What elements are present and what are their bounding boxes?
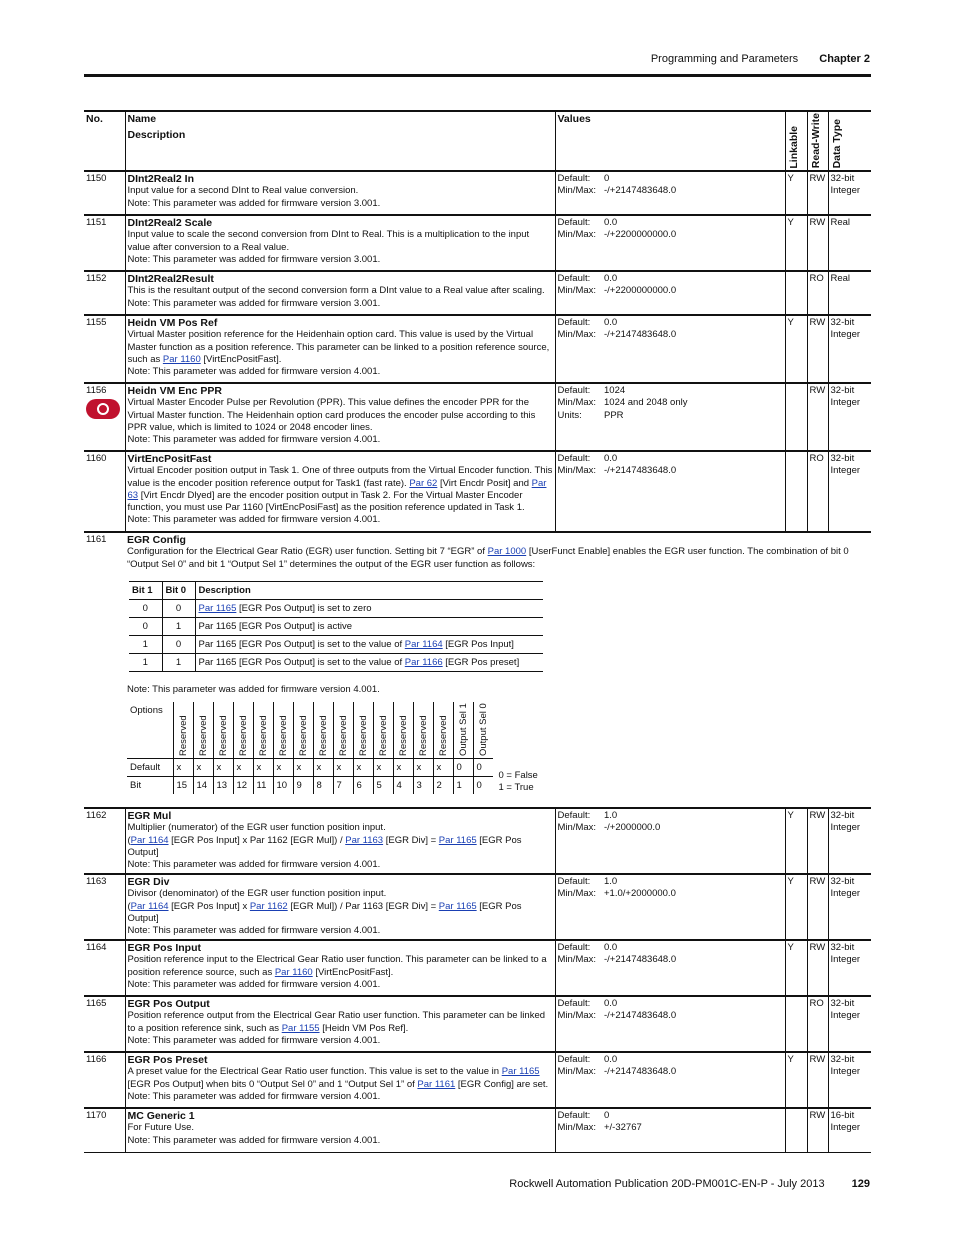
value-values: 0 -/+2147483648.0 [604, 173, 677, 197]
linkable: Y [785, 940, 807, 996]
header-chapter: Chapter 2 [819, 53, 870, 65]
table-row [84, 940, 871, 996]
linkable: Y [785, 874, 807, 940]
param-number: 1170 [86, 1110, 107, 1122]
value-labels: Default: Min/Max: [555, 315, 602, 383]
bit-default: x [213, 759, 233, 777]
bit-name: Reserved [213, 702, 233, 759]
data-type: Real [828, 215, 871, 271]
bit-number: 3 [413, 777, 433, 795]
value-labels: Default: Min/Max: [555, 271, 602, 315]
publication-id: Rockwell Automation Publication 20D-PM001C-EN-P - July 2013 [509, 1178, 825, 1190]
linkable [785, 271, 807, 315]
value-labels: Default: Min/Max: [555, 215, 602, 271]
parameter-table [84, 110, 871, 1153]
read-write: RW [807, 940, 828, 996]
param-number: 1150 [86, 173, 107, 185]
par-link[interactable]: Par 1166 [404, 656, 443, 668]
bit-label: Bit [130, 780, 142, 792]
bit-name: Reserved [373, 702, 393, 759]
par-link[interactable]: Par 63 [127, 477, 547, 501]
bit-name: Reserved [293, 702, 313, 759]
linkable [785, 996, 807, 1052]
bit-default: x [293, 759, 313, 777]
bit-number: 14 [193, 777, 213, 795]
value-labels: Default: Min/Max: [555, 996, 602, 1052]
param-number: 1163 [86, 876, 107, 888]
value-labels: Default: Min/Max: [555, 874, 602, 940]
bit-name: Reserved [173, 702, 193, 759]
value-labels: Default: Min/Max: [555, 1052, 602, 1108]
table-header-row [84, 111, 871, 171]
value-values: 0 +/-32767 [604, 1110, 642, 1134]
par-link[interactable]: Par 1165 [198, 602, 237, 614]
bit-default: x [393, 759, 413, 777]
bit-name: Reserved [273, 702, 293, 759]
param-number: 1164 [86, 942, 107, 954]
param-description: VirtEncPositFast Virtual Encoder position output in Task 1. One of three outputs from the Virtual Encoder function. This value is the encoder position reference output for Task1 (fast rate). Par 62 [Virt Encdr Posit] and Par 63 [Virt Encdr Dlyed] are the encoder position output in Task 2. For the Virtual Master Encoder function, you must use Par 1160 [VirtEncPosiFast] as the position reference updated in Task 1. Note: This parameter was added for firmware version 4.001. [125, 451, 555, 532]
bit-number: 2 [433, 777, 453, 795]
bit-default: x [313, 759, 333, 777]
read-write: RO [807, 451, 828, 532]
options-label: Options [127, 702, 173, 759]
read-write: RW [807, 874, 828, 940]
bit-number: 5 [373, 777, 393, 795]
value-values: 1.0 -/+2000000.0 [604, 810, 661, 834]
bit-default: x [333, 759, 353, 777]
data-type: 32-bit Integer [828, 874, 871, 940]
bit-name: Reserved [333, 702, 353, 759]
table-row [84, 315, 871, 383]
par-link[interactable]: Par 1000 [487, 546, 527, 558]
table-row [84, 171, 871, 215]
sub-col-description: Description [195, 581, 543, 599]
linkable: Y [785, 215, 807, 271]
param-number: 1152 [86, 273, 107, 285]
options-bitfield [127, 696, 870, 794]
read-write: RO [807, 271, 828, 315]
header-section: Programming and Parameters [650, 53, 799, 65]
value-values: 0.0 -/+2147483648.0 [604, 317, 677, 341]
param-description: EGR Pos Output Position reference output from the Electrical Gear Ratio user function. This parameter can be linked to a position reference sink, such as Par 1155 [Heidn VM Pos Ref]. Note: This parameter was added for firmware version 4.001. [125, 996, 555, 1052]
read-write: RW [807, 171, 828, 215]
data-type: 32-bit Integer [828, 315, 871, 383]
param-description: EGR Mul Multiplier (numerator) of the EGR user function position input. (Par 1164 [EGR Pos Input] x Par 1162 [EGR Mul]) / Par 1163 [EGR Div] = Par 1165 [EGR Pos Output] Note: This parameter was added for firmware version 4.001. [125, 808, 555, 874]
param-number: 1166 [86, 1054, 107, 1066]
linkable: Y [785, 808, 807, 874]
bit-name: Reserved [413, 702, 433, 759]
bit-number: 13 [213, 777, 233, 795]
param-number: 1165 [86, 998, 107, 1010]
bit-name: Reserved [253, 702, 273, 759]
bit-name: Reserved [433, 702, 453, 759]
table-row [84, 1108, 871, 1152]
bit-default: x [413, 759, 433, 777]
bit-default: x [273, 759, 293, 777]
value-labels: Default: Min/Max: [555, 451, 602, 532]
data-type: 32-bit Integer [828, 808, 871, 874]
par-link[interactable]: Par 62 [409, 477, 438, 489]
col-linkable: Linkable [785, 111, 807, 171]
col-read-write: Read-Write [807, 111, 828, 171]
bit-default: x [193, 759, 213, 777]
table-row: 1 0 Par 1165 [EGR Pos Output] is set to the value of Par 1164 [EGR Pos Input] [129, 635, 543, 653]
value-values: 0.0 -/+2147483648.0 [604, 942, 677, 966]
bit-number: 0 [473, 777, 493, 795]
value-labels: Default: Min/Max: Units: [555, 383, 602, 451]
bit-number: 8 [313, 777, 333, 795]
data-type: 32-bit Integer [828, 451, 871, 532]
table-row [84, 451, 871, 532]
bit-default: x [173, 759, 193, 777]
value-values: 0.0 -/+2200000000.0 [604, 273, 677, 297]
value-values: 0.0 -/+2147483648.0 [604, 1054, 677, 1078]
data-type: 16-bit Integer [828, 1108, 871, 1152]
data-type: Real [828, 271, 871, 315]
data-type: 32-bit Integer [828, 171, 871, 215]
value-labels: Default: Min/Max: [555, 1108, 602, 1152]
read-write: RW [807, 1052, 828, 1108]
par-link[interactable]: Par 1155 [281, 1022, 320, 1034]
read-write: RW [807, 383, 828, 451]
bit-name: Reserved [353, 702, 373, 759]
par-link[interactable]: Par 1164 [130, 834, 169, 846]
param-description: DInt2Real2 Scale Input value to scale the second conversion from DInt to Real. This is a multiplication to the input value after conversion to a Real value. Note: This parameter was added for firmware version 3.001. [125, 215, 555, 271]
col-name: Name Description [125, 111, 555, 171]
data-type: 32-bit Integer [828, 940, 871, 996]
param-description: DInt2Real2 In Input value for a second DInt to Real value conversion. Note: This parameter was added for firmware version 3.001. [125, 171, 555, 215]
table-row [84, 383, 871, 451]
read-write: RW [807, 808, 828, 874]
table-row [84, 874, 871, 940]
bit-name: Reserved [393, 702, 413, 759]
param-number: 1162 [86, 810, 107, 822]
data-type: 32-bit Integer [828, 996, 871, 1052]
value-values: 1.0 +1.0/+2000000.0 [604, 876, 676, 900]
read-write: RO [807, 996, 828, 1052]
col-data-type: Data Type [828, 111, 871, 171]
par-link[interactable]: Par 1162 [249, 900, 288, 912]
bit-default: x [373, 759, 393, 777]
table-row [84, 996, 871, 1052]
bit-number: 6 [353, 777, 373, 795]
param-description: EGR Div Divisor (denominator) of the EGR user function position input. (Par 1164 [EGR Pos Input] x Par 1162 [EGR Mul]) / Par 1163 [EGR Div] = Par 1165 [EGR Pos Output] Note: This parameter was added for firmware version 4.001. [125, 874, 555, 940]
page-footer [509, 1178, 870, 1190]
bit-number: 1 [453, 777, 473, 795]
bit-default: 0 [473, 759, 493, 777]
par-link[interactable]: Par 1165 [501, 1066, 540, 1078]
bit-number: 11 [253, 777, 273, 795]
bit-number: 4 [393, 777, 413, 795]
bit-number: 12 [233, 777, 253, 795]
value-values: 0.0 -/+2147483648.0 [604, 453, 677, 477]
read-write: RW [807, 215, 828, 271]
bit-default: x [433, 759, 453, 777]
linkable [785, 1108, 807, 1152]
value-labels: Default: Min/Max: [555, 940, 602, 996]
bit-name: Reserved [193, 702, 213, 759]
table-row [84, 532, 871, 808]
bit-number: 15 [173, 777, 193, 795]
bit-default: x [233, 759, 253, 777]
page-header [651, 53, 870, 65]
param-description: MC Generic 1 For Future Use. Note: This parameter was added for firmware version 4.001. [125, 1108, 555, 1152]
page-number: 129 [851, 1178, 870, 1190]
data-type: 32-bit Integer [828, 383, 871, 451]
par-link[interactable]: Par 1165 [438, 900, 477, 912]
par-link[interactable]: Par 1163 [345, 834, 384, 846]
table-row: 0 1 Par 1165 [EGR Pos Output] is active [129, 617, 543, 635]
bit-number: 10 [273, 777, 293, 795]
par-link[interactable]: Par 1160 [274, 966, 313, 978]
linkable [785, 383, 807, 451]
egr-output-table [129, 581, 543, 672]
value-values: 1024 1024 and 2048 only PPR [604, 385, 688, 421]
par-link[interactable]: Par 1161 [417, 1078, 456, 1090]
param-description: Heidn VM Enc PPR Virtual Master Encoder Pulse per Revolution (PPR). This value defines the encoder PPR for the Virtual Master function. The Heidenhain option card produces the encoder pulse according to this PPR value, which is limited to 1024 or 2048 encoder lines. Note: This parameter was added for firmware version 4.001. [125, 383, 555, 451]
linkable: Y [785, 171, 807, 215]
bit-number: 9 [293, 777, 313, 795]
par-link[interactable]: Par 1164 [130, 900, 169, 912]
table-row: 1 1 Par 1165 [EGR Pos Output] is set to the value of Par 1166 [EGR Pos preset] [129, 653, 543, 671]
bit-name: Reserved [313, 702, 333, 759]
bit-legend: 0 = False 1 = True [498, 770, 538, 794]
linkable: Y [785, 1052, 807, 1108]
param-description: EGR Pos Input Position reference input to the Electrical Gear Ratio user function. This parameter can be linked to a position reference source, such as Par 1160 [VirtEncPositFast]. Note: This parameter was added for firmware version 4.001. [125, 940, 555, 996]
table-row: 0 0 Par 1165 [EGR Pos Output] is set to zero [129, 599, 543, 617]
param-number: 1151 [86, 217, 107, 229]
param-description: EGR Config Configuration for the Electrical Gear Ratio (EGR) user function. Setting bit 7 “EGR” of Par 1000 [UserFunct Enable] enables the EGR user function. The combination of bit 0 “Output Sel 0” and bit 1 “Output Sel 1” determines the output of the EGR user function as follows: Bit 1 Bit 0 Description 0 0 Par 1165 [EGR Pos Output] is set to zero 0 1 Par 1165 [EGR Pos Output] is active 1 0 Par 1165 [EGR Pos Output] is set to the value of Par 1164 [EGR Pos Input] 1 1 Par 1165 [EGR Pos Output] is set to the value of Par 1166 [EGR Pos preset] Note: This parameter was added for firmware version 4.001. Options Reserved Reserved Reserved Reserved Reserved Reserved Reserved Reserved Reserved Reserved Reserved Reserved Reserved Reserved Output Sel 1 Output Sel 0 Default x x x x x x x x x x x x x x 0 0 Bit 15 14 13 12 11 10 9 8 7 6 5 4 3 2 1 0 0 = False 1 = True [125, 532, 871, 808]
default-label: Default [127, 759, 173, 777]
value-labels: Default: Min/Max: [555, 171, 602, 215]
bit-name: Output Sel 1 [453, 702, 473, 759]
param-number: 1156 [84, 383, 125, 451]
table-row [84, 215, 871, 271]
table-row [84, 1052, 871, 1108]
param-number: 1160 [86, 453, 107, 465]
value-values: 0.0 -/+2147483648.0 [604, 998, 677, 1022]
header-rule [84, 74, 871, 77]
table-row [84, 271, 871, 315]
param-number: 1155 [86, 317, 107, 329]
value-labels: Default: Min/Max: [555, 808, 602, 874]
param-description: EGR Pos Preset A preset value for the Electrical Gear Ratio user function. This value is set to the value in Par 1165 [EGR Pos Output] when bits 0 “Output Sel 0” and 1 “Output Sel 1” of Par 1161 [EGR Config] are set. Note: This parameter was added for firmware version 4.001. [125, 1052, 555, 1108]
param-number: 1161 [86, 534, 107, 546]
bit-default: 0 [453, 759, 473, 777]
data-type: 32-bit Integer [828, 1052, 871, 1108]
bit-name: Reserved [233, 702, 253, 759]
param-description: DInt2Real2Result This is the resultant output of the second conversion form a DInt value to a Real value after scaling. Note: This parameter was added for firmware version 3.001. [125, 271, 555, 315]
read-write: RW [807, 1108, 828, 1152]
bit-name: Output Sel 0 [473, 702, 493, 759]
value-values: 0.0 -/+2200000000.0 [604, 217, 677, 241]
col-no: No. [86, 113, 103, 125]
bit-number: 7 [333, 777, 353, 795]
linkable: Y [785, 315, 807, 383]
sub-col-bit1: Bit 1 [129, 581, 162, 599]
param-description: Heidn VM Pos Ref Virtual Master position reference for the Heidenhain option card. This value is used by the Virtual Master function as a position reference. This parameter can be linked to a position reference source, such as Par 1160 [VirtEncPositFast]. Note: This parameter was added for firmware version 4.001. [125, 315, 555, 383]
stop-drive-icon [86, 399, 120, 419]
par-link[interactable]: Par 1165 [438, 834, 477, 846]
bit-default: x [253, 759, 273, 777]
sub-col-bit0: Bit 0 [162, 581, 195, 599]
bit-default: x [353, 759, 373, 777]
par-link[interactable]: Par 1164 [404, 638, 443, 650]
table-row [84, 808, 871, 874]
read-write: RW [807, 315, 828, 383]
col-values: Values [555, 111, 785, 171]
linkable [785, 451, 807, 532]
par-link[interactable]: Par 1160 [162, 353, 201, 365]
